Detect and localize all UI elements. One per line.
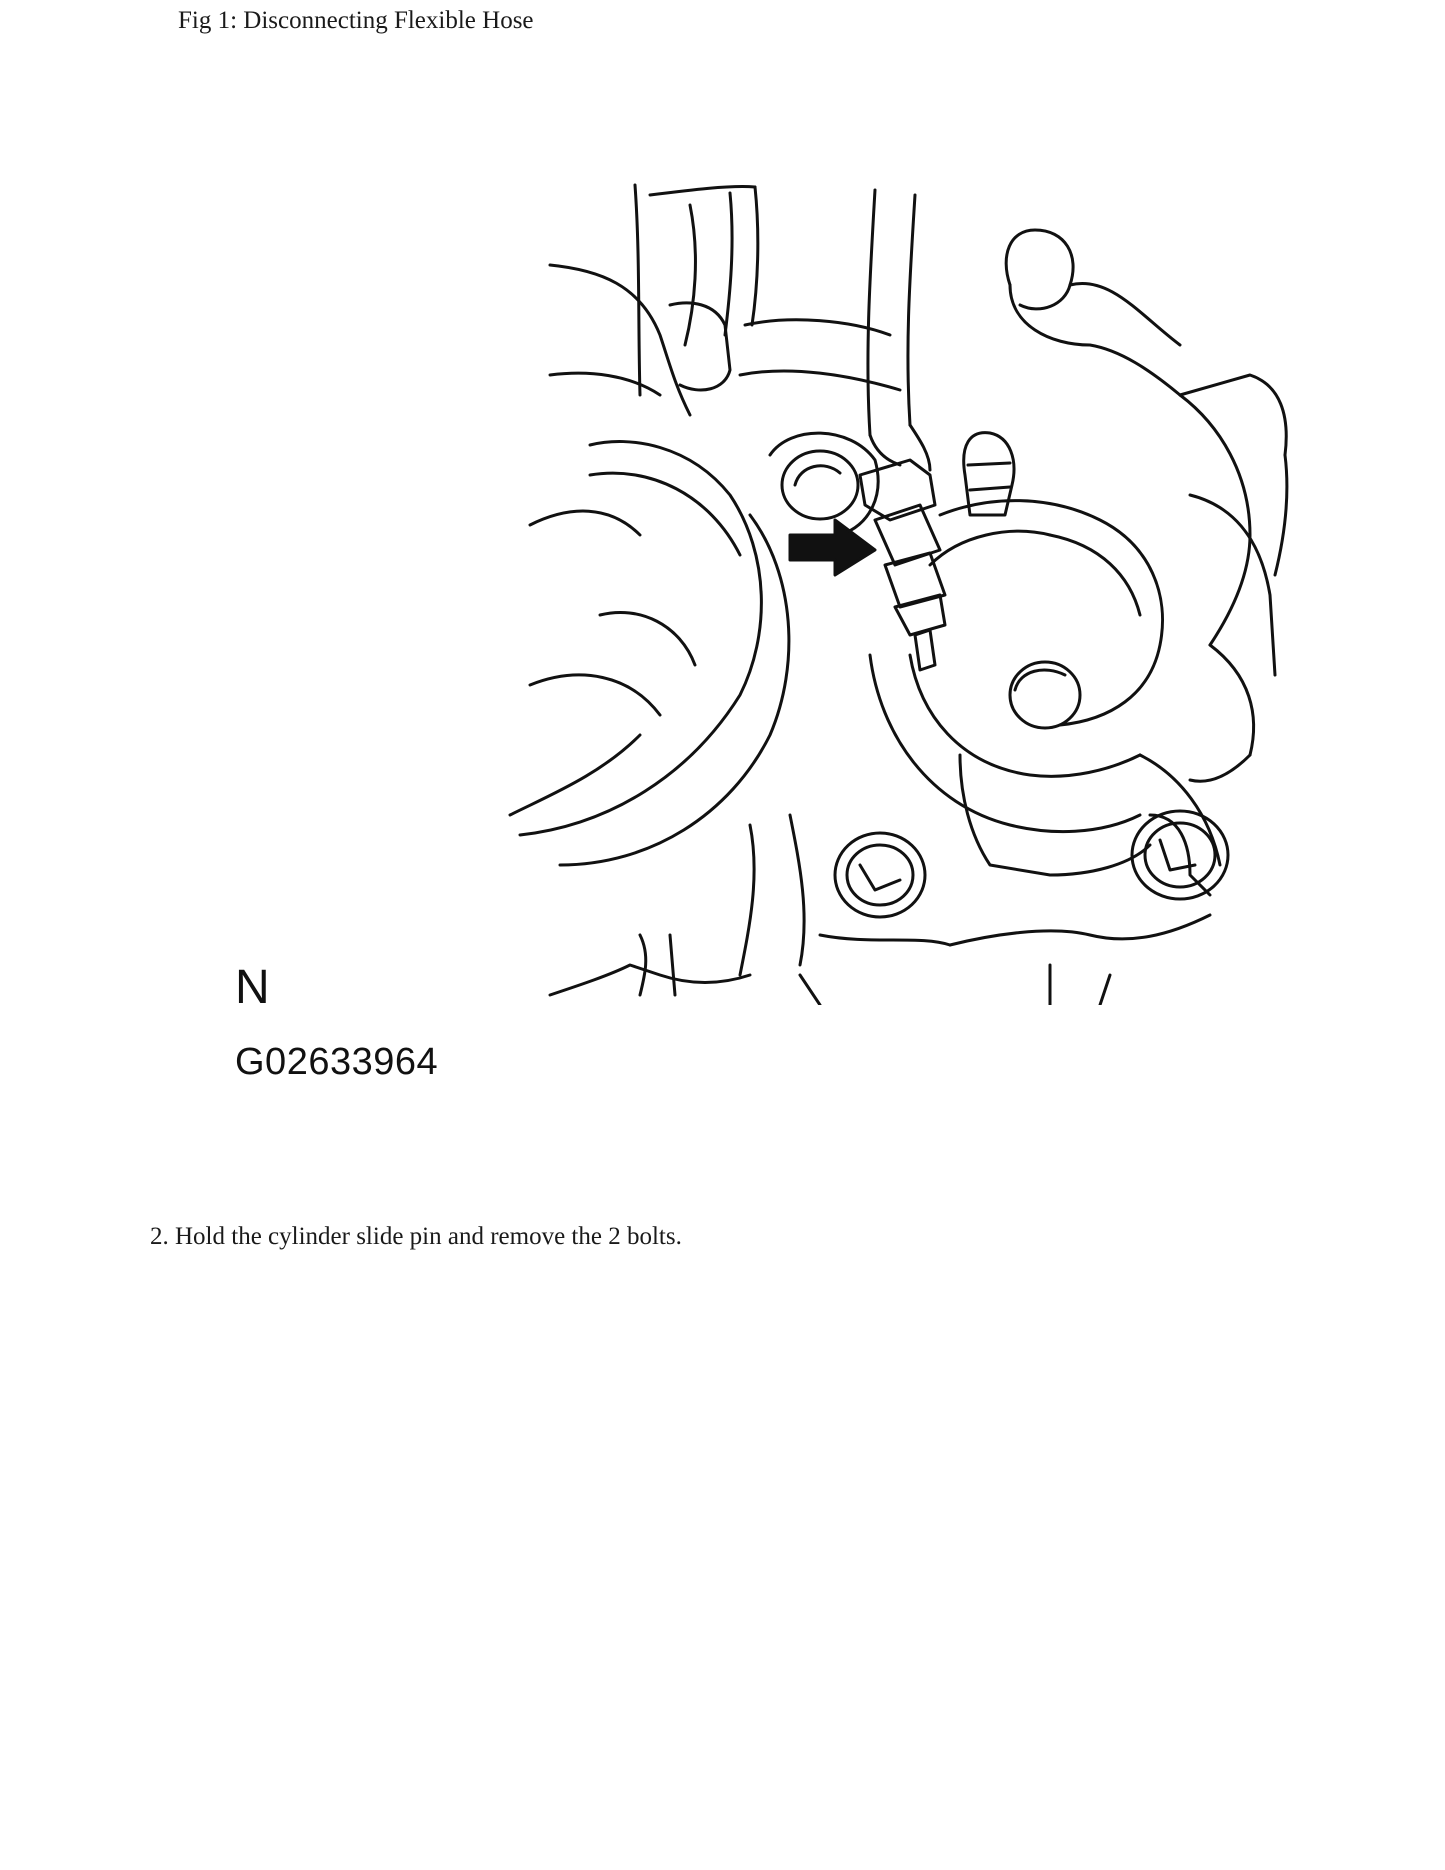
- figure-letter: N: [235, 961, 270, 1014]
- figure-caption: Fig 1: Disconnecting Flexible Hose: [178, 7, 534, 34]
- figure-code: G02633964: [235, 1041, 439, 1083]
- line-drawing: [490, 175, 1290, 1005]
- brake-caliper-illustration: [490, 175, 1290, 1005]
- procedure-step: 2. Hold the cylinder slide pin and remove the 2 bolts.: [150, 1223, 682, 1250]
